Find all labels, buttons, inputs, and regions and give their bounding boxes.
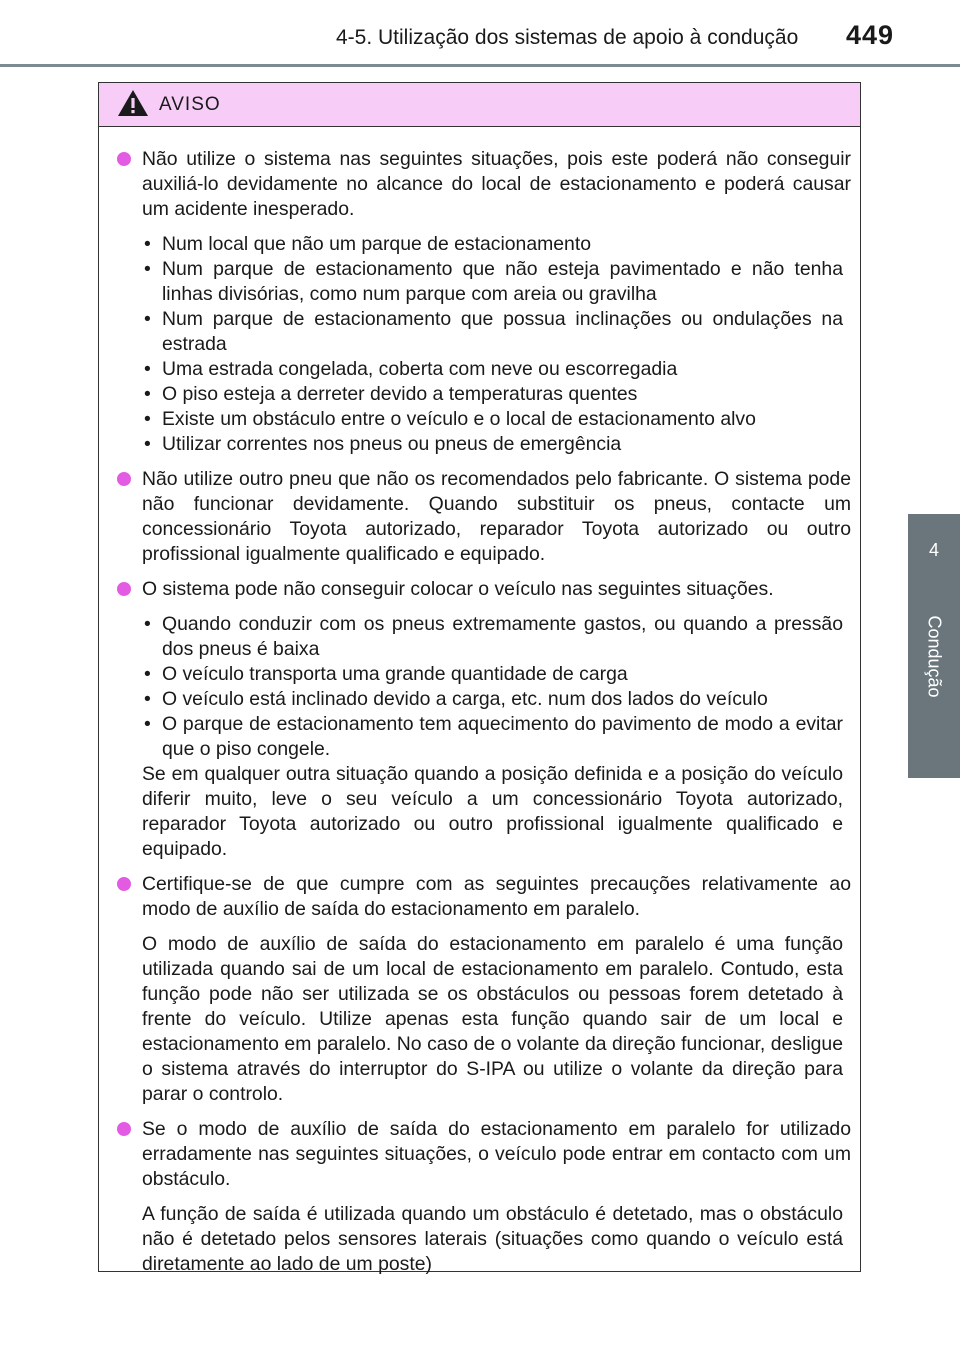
item-text: Não utilize o sistema nas seguintes situações, pois este poderá não conseguir auxiliá-lo devidamente no alcance do local de estacionamento e poderá causar um acidente inesperado.: [142, 148, 851, 220]
warning-item: [116, 577, 851, 862]
list-item: • O veículo está inclinado devido a carga, etc. num dos lados do veículo: [142, 687, 843, 712]
warning-body: [99, 127, 860, 1277]
warning-title: AVISO: [159, 94, 221, 115]
list-item: • Num local que não um parque de estacionamento: [142, 232, 843, 257]
item-text: Não utilize outro pneu que não os recomendados pelo fabricante. O sistema pode não funcionar devidamente. Quando substituir os pneus, contacte um concessionário Toyota autorizado, reparador Toyota autorizado ou outro profissional igualmente qualificado e equipado.: [142, 468, 851, 565]
sub-list: [142, 612, 851, 762]
sub-list: [142, 232, 851, 457]
warning-header: [99, 83, 860, 127]
chapter-tab[interactable]: [908, 514, 960, 598]
header-divider: [0, 64, 960, 67]
page-number: 449: [846, 20, 895, 50]
item-text: Certifique-se de que cumpre com as seguintes precauções relativamente ao modo de auxílio de saída do estacionamento em paralelo.: [142, 873, 851, 920]
bullet-dot-icon: [117, 472, 131, 486]
warning-item: [116, 872, 851, 1107]
bullet-dot-icon: [117, 1122, 131, 1136]
section-title: 4-5. Utilização dos sistemas de apoio à condução: [336, 26, 799, 49]
item-paragraph: O modo de auxílio de saída do estacionamento em paralelo é uma função utilizada quando sai de um local de estacionamento em paralelo. Contudo, esta função pode não ser utilizada se os obstáculos ou pessoas forem detetado à frente do veículo. Utilize apenas esta função quando sair de um local e estacionamento em paralelo. No caso de o volante da direção funcionar, desligue o sistema através do interruptor do S-IPA ou utilize o volante da direção para parar o controlo.: [142, 933, 843, 1105]
list-item: • Uma estrada congelada, coberta com neve ou escorregadia: [142, 357, 843, 382]
warning-triangle-icon: [117, 89, 149, 117]
item-text: Se o modo de auxílio de saída do estacionamento em paralelo for utilizado erradamente nas seguintes situações, o veículo pode entrar em contacto com um obstáculo.: [142, 1118, 851, 1190]
chapter-number: 4: [928, 540, 939, 560]
chapter-label: Condução: [924, 615, 945, 698]
item-note: Se em qualquer outra situação quando a posição definida e a posição do veículo diferir muito, leve o seu veículo a um concessionário Toyota autorizado, reparador Toyota autorizado ou outro profissional igualmente qualificado e equipado.: [142, 763, 843, 860]
warning-item: [116, 1117, 851, 1277]
bullet-dot-icon: [117, 877, 131, 891]
list-item: • O veículo transporta uma grande quantidade de carga: [142, 662, 843, 687]
list-item: • Num parque de estacionamento que possua inclinações ou ondulações na estrada: [142, 307, 843, 357]
list-item: • Quando conduzir com os pneus extremamente gastos, ou quando a pressão dos pneus é baixa: [142, 612, 843, 662]
item-text: O sistema pode não conseguir colocar o veículo nas seguintes situações.: [142, 578, 774, 600]
list-item: • Num parque de estacionamento que não esteja pavimentado e não tenha linhas divisórias, como num parque com areia ou gravilha: [142, 257, 843, 307]
list-item: • O parque de estacionamento tem aquecimento do pavimento de modo a evitar que o piso congele.: [142, 712, 843, 762]
page-header: [0, 0, 960, 64]
list-item: • O piso esteja a derreter devido a temperaturas quentes: [142, 382, 843, 407]
bullet-dot-icon: [117, 582, 131, 596]
warning-box: [98, 82, 861, 1275]
list-item: • Utilizar correntes nos pneus ou pneus de emergência: [142, 432, 843, 457]
list-item: • Existe um obstáculo entre o veículo e o local de estacionamento alvo: [142, 407, 843, 432]
chapter-label-container: [908, 600, 960, 770]
warning-item: [116, 147, 851, 457]
bullet-dot-icon: [117, 152, 131, 166]
item-paragraph: A função de saída é utilizada quando um obstáculo é detetado, mas o obstáculo não é detetado pelos sensores laterais (situações como quando o veículo está diretamente ao lado de um poste): [142, 1203, 843, 1275]
warning-item: [116, 467, 851, 567]
